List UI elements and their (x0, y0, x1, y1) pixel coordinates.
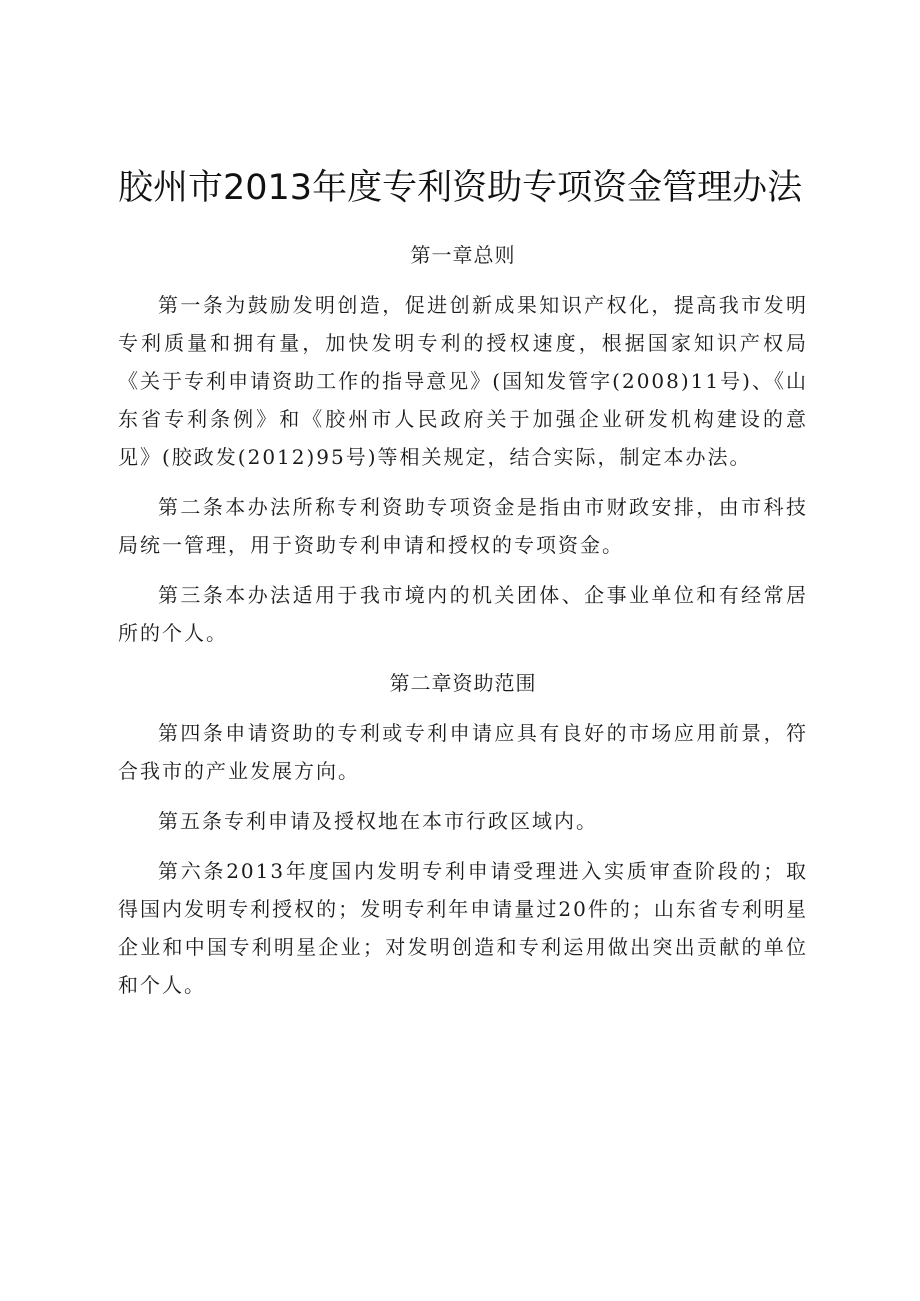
article-1: 第一条为鼓励发明创造，促进创新成果知识产权化，提高我市发明专利质量和拥有量，加快发明专利的授权速度，根据国家知识产权局《关于专利申请资助工作的指导意见》(国知发管字(2008)11号)、《山东省专利条例》和《胶州市人民政府关于加强企业研发机构建设的意见》(胶政发(2012)95号)等相关规定，结合实际，制定本办法。 (118, 293, 808, 469)
document-title: 胶州市2013年度专利资助专项资金管理办法 (118, 168, 803, 208)
article-6: 第六条2013年度国内发明专利申请受理进入实质审查阶段的；取得国内发明专利授权的；发明专利年申请量过20件的；山东省专利明星企业和中国专利明星企业；对发明创造和专利运用做出突出贡献的单位和个人。 (118, 859, 808, 997)
document-body (118, 236, 808, 1016)
chapter-heading: 第一章总则 (410, 243, 516, 267)
article-3: 第三条本办法适用于我市境内的机关团体、企事业单位和有经常居所的个人。 (118, 583, 808, 645)
article-4: 第四条申请资助的专利或专利申请应具有良好的市场应用前景，符合我市的产业发展方向。 (118, 721, 808, 783)
article-2: 第二条本办法所称专利资助专项资金是指由市财政安排，由市科技局统一管理，用于资助专利申请和授权的专项资金。 (118, 495, 808, 557)
chapter-heading: 第二章资助范围 (389, 671, 537, 695)
article-5: 第五条专利申请及授权地在本市行政区域内。 (158, 809, 598, 833)
